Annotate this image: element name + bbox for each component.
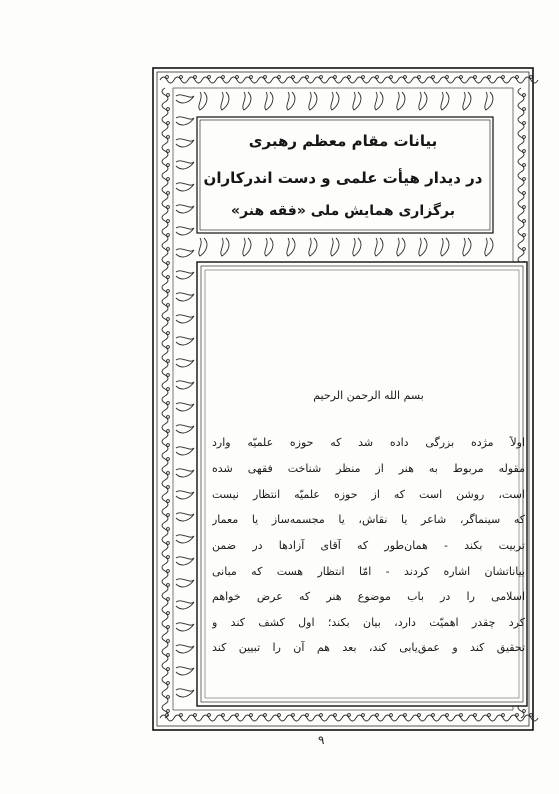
paragraph-line: است، روشن است که از حوزه علمیّه انتظار نیست <box>212 488 525 501</box>
paragraph-line: اولاً مژده بزرگی داده شد که حوزه علمیّه وارد <box>212 436 525 449</box>
title-line-2: در دیدار هیأت علمی و دست اندرکاران <box>203 169 483 187</box>
paragraph-line: تحقیق کند و عمق‌یابی کند، بعد هم آن را تبیین کند <box>212 641 525 654</box>
paragraph-line: مقوله مربوط به هنر از منظر شناخت فقهی شده <box>212 462 525 475</box>
paragraph-line: کرد چقدر اهمیّت دارد، بیان بکند؛ اول کشف کند و <box>212 616 525 629</box>
title-line-1: بیانات مقام معظم رهبری <box>248 132 438 150</box>
paragraph-line: تربیت بکند - همان‌طور که آقای آزادها در ضمن <box>212 539 525 552</box>
paragraph-line: بیاناتشان اشاره کردند - امّا انتظار هست که مبانی <box>212 565 525 578</box>
bismillah-heading: بسم الله الرحمن الرحیم <box>313 389 424 402</box>
title-line-3: برگزاری همایش ملی «فقه هنر» <box>231 203 455 219</box>
page-number: ۹ <box>318 733 325 747</box>
paragraph-line: اسلامی را در باب موضوع هنر که عرض خواهم <box>212 590 525 603</box>
paragraph-line: که سینماگر، شاعر یا نقاش، یا مجسمه‌ساز یا معمار <box>212 513 525 526</box>
